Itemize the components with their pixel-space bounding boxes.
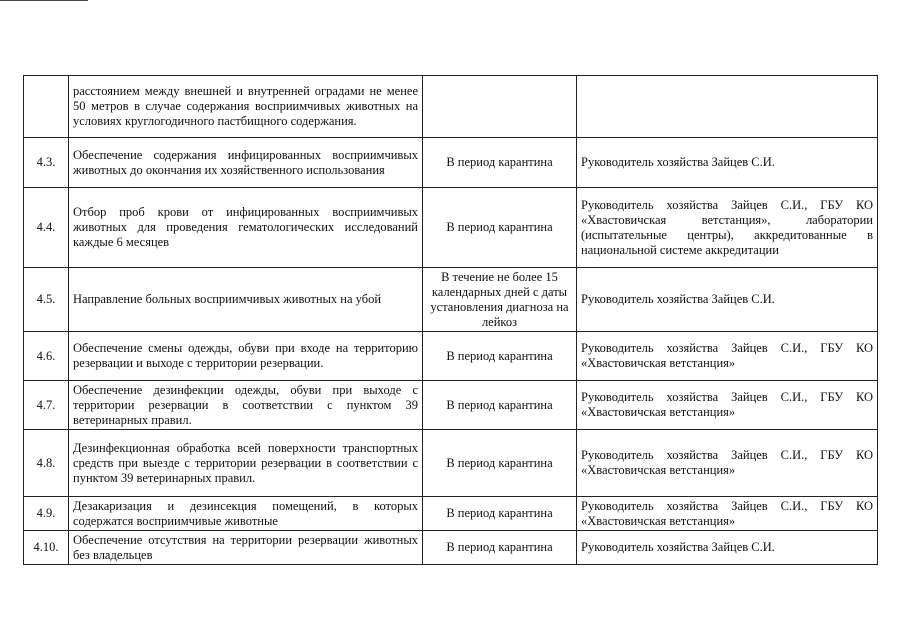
measure-term: В период карантина <box>423 138 577 188</box>
table-row <box>24 76 878 138</box>
row-number: 4.5. <box>24 268 69 332</box>
measure-text: Обеспечение дезинфекции одежды, обуви при выходе с территории резервации в соответствии с пунктом 39 ветеринарных правил. <box>69 381 423 430</box>
measure-term: В период карантина <box>423 188 577 268</box>
measure-text: Дезакаризация и дезинсекция помещений, в которых содержатся восприимчивые животные <box>69 497 423 531</box>
table-row <box>24 268 878 332</box>
table-row <box>24 430 878 497</box>
measure-text: Дезинфекционная обработка всей поверхности транспортных средств при выезде с территории резервации в соответствии с пунктом 39 ветеринарных правил. <box>69 430 423 497</box>
table-row <box>24 381 878 430</box>
measure-responsible: Руководитель хозяйства Зайцев С.И. <box>577 268 878 332</box>
row-number: 4.7. <box>24 381 69 430</box>
measure-responsible: Руководитель хозяйства Зайцев С.И., ГБУ КО «Хвастовичская ветстанция» <box>577 430 878 497</box>
table-row <box>24 138 878 188</box>
measure-responsible: Руководитель хозяйства Зайцев С.И. <box>577 531 878 565</box>
row-number: 4.4. <box>24 188 69 268</box>
table-row <box>24 332 878 381</box>
measure-text: расстоянием между внешней и внутренней оградами не менее 50 метров в случае содержания восприимчивых животных на условиях круглогодичного пастбищного содержания. <box>69 76 423 138</box>
measure-term: В период карантина <box>423 332 577 381</box>
measure-term: В течение не более 15 календарных дней с даты установления диагноза на лейкоз <box>423 268 577 332</box>
row-number <box>24 76 69 138</box>
row-number: 4.8. <box>24 430 69 497</box>
measure-text: Обеспечение содержания инфицированных восприимчивых животных до окончания их хозяйственного использования <box>69 138 423 188</box>
table-row <box>24 188 878 268</box>
measure-term: В период карантина <box>423 497 577 531</box>
measure-text: Обеспечение смены одежды, обуви при входе на территорию резервации и выходе с территории резервации. <box>69 332 423 381</box>
row-number: 4.10. <box>24 531 69 565</box>
measure-responsible: Руководитель хозяйства Зайцев С.И., ГБУ КО «Хвастовичская ветстанция» <box>577 332 878 381</box>
row-number: 4.3. <box>24 138 69 188</box>
measure-term <box>423 76 577 138</box>
row-number: 4.9. <box>24 497 69 531</box>
measure-text: Направление больных восприимчивых животных на убой <box>69 268 423 332</box>
measure-term: В период карантина <box>423 430 577 497</box>
measure-text: Обеспечение отсутствия на территории резервации животных без владельцев <box>69 531 423 565</box>
measure-term: В период карантина <box>423 531 577 565</box>
table-row <box>24 497 878 531</box>
measure-responsible: Руководитель хозяйства Зайцев С.И., ГБУ КО «Хвастовичская ветстанция» <box>577 497 878 531</box>
measure-responsible: Руководитель хозяйства Зайцев С.И., ГБУ КО «Хвастовичская ветстанция», лаборатории (испытательные центры), аккредитованные в национальной системе аккредитации <box>577 188 878 268</box>
table-row <box>24 531 878 565</box>
scan-edge-mark <box>0 0 88 1</box>
row-number: 4.6. <box>24 332 69 381</box>
measure-responsible: Руководитель хозяйства Зайцев С.И., ГБУ КО «Хвастовичская ветстанция» <box>577 381 878 430</box>
measure-term: В период карантина <box>423 381 577 430</box>
quarantine-measures-table <box>23 75 878 565</box>
measure-text: Отбор проб крови от инфицированных восприимчивых животных для проведения гематологических исследований каждые 6 месяцев <box>69 188 423 268</box>
measure-responsible <box>577 76 878 138</box>
measure-responsible: Руководитель хозяйства Зайцев С.И. <box>577 138 878 188</box>
